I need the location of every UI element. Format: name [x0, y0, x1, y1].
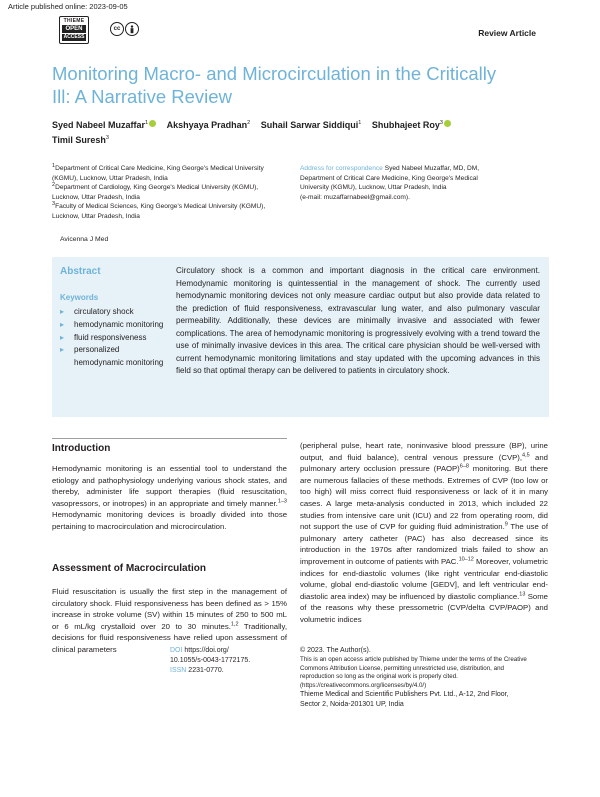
doi-label: DOI [170, 647, 183, 654]
author: Akshyaya Pradhan$^2$ [166, 120, 251, 130]
correspondence-line: University (KGMU), Lucknow, Uttar Pradesh, India [300, 184, 447, 192]
abstract-heading: Abstract [60, 266, 101, 277]
thieme-open-access-logo [59, 16, 89, 44]
author: Syed Nabeel Muzaffar$^1$ [52, 120, 156, 130]
logo-text-open: OPEN [62, 25, 86, 33]
orcid-icon[interactable] [444, 120, 451, 127]
journal-name: Avicenna J Med [60, 236, 109, 243]
keyword-item: ▸ personalized hemodynamic monitoring [60, 344, 170, 370]
correspondence-label: Address for correspondence [300, 165, 383, 172]
doi-value[interactable]: 10.1055/s-0043-1772175. [170, 657, 251, 664]
keyword-item: ▸ fluid responsiveness [60, 332, 170, 345]
keywords-heading: Keywords [60, 293, 99, 302]
affiliation: $^3$Faculty of Medical Sciences, King George's Medical University (KGMU), Lucknow, Uttar Pradesh, India [52, 201, 266, 220]
author: Shubhajeet Roy$^3$ [372, 120, 451, 130]
correspondence-line: Department of Critical Care Medicine, King George's Medical [300, 174, 478, 182]
article-type: Review Article [478, 28, 536, 38]
creative-commons-icon: cc [110, 22, 124, 36]
author: Suhail Sarwar Siddiqui$^1$ [260, 120, 362, 130]
body-paragraph: (peripheral pulse, heart rate, noninvasive blood pressure (BP), urine output, and fluid balance), central venous pressure (CVP),$^{4,5}$ and pulmonary artery occlusion pressure (PAOP)$^{6-8}$ monitoring. But there are numerous fallacies of these methods. Extremes of CVP (too low or too high) will miss correct fluid responsiveness or lack of it in many cases. A large meta-analysis conducted in 2013, which included 22 studies from intensive care unit (ICU) and 22 from operating room, did not support the use of CVP for guiding fluid administration.$^9$ The use of pulmonary artery catheter (PAC) has also decreased since its introduction in the 1970s after randomized trials failed to show an improvement in outcome of patients with PAC.$^{10-12}$ Moreover, volumetric indices for end-diastolic volumes (like right ventricular end-diastolic volume, global end-diastolic volume [GEDV], and left ventricular end-diastolic area index) may be influenced by diastolic compliance.$^{13}$ Some of the reasons why these pressometric (CVP/delta CVP/PAOP) and volumetric indices [300, 441, 548, 624]
issn-label: ISSN [170, 667, 187, 674]
issn-value: 2231-0770. [188, 667, 224, 674]
correspondence [300, 164, 530, 202]
article-title: Monitoring Macro- and Microcirculation in the Critically Ill: A Narrative Review [52, 63, 497, 107]
macro-heading: Assessment of Macrocirculation [52, 563, 206, 574]
correspondence-name: Syed Nabeel Muzaffar, MD, DM, [384, 165, 480, 172]
logo-text-access: ACCESS [63, 34, 85, 40]
abstract-text: Circulatory shock is a common and important diagnosis in the critical care environment. Hemodynamic monitoring is quintessential in the management of shock. The currently used hemodynamic monitoring devices not only measure cardiac output but also provide data related to the prediction of fluid responsiveness, extravascular lung water, and also pulmonary vascular permeability. Additionally, these devices are minimally invasive and associated with fewer complications. The area of hemodynamic monitoring is progressively evolving with a trend toward the use of minimally invasive devices in this area. The critical care physician should be well-versed with current hemodynamic monitoring limitations and stay updated with the upcoming advances in this field so that optimal therapy can be delivered to patients in circulatory shock. [176, 266, 540, 375]
doi-link[interactable]: https://doi.org/ [184, 647, 229, 654]
correspondence-email[interactable]: (e-mail: muzaffarnabeel@gmail.com). [300, 193, 410, 201]
keyword-item: ▸ circulatory shock [60, 306, 170, 319]
intro-paragraph: Hemodynamic monitoring is an essential tool to understand the etiology and pathophysiology underlying various shock states, and thereby, administer life support therapies (fluid resuscitation, vasopressors, or inotropes) in an appropriate and timely manner.$^{1-3}$ Hemodynamic monitoring devices is broadly divided into those pertaining to macrocirculation and microcirculation. [52, 464, 287, 531]
attribution-icon [125, 22, 139, 36]
section-divider [52, 438, 287, 439]
license-block [300, 646, 530, 710]
orcid-icon[interactable] [149, 120, 156, 127]
author: Timil Suresh$^3$ [52, 135, 109, 145]
affiliations [52, 164, 280, 222]
doi-block [170, 646, 280, 676]
keyword-item: ▸ hemodynamic monitoring [60, 319, 170, 332]
affiliation: $^1$Department of Critical Care Medicine, King George's Medical University (KGMU), Lucknow, Uttar Pradesh, India [52, 162, 264, 182]
logo-text-thieme: THIEME [63, 18, 85, 24]
license-text: This is an open access article published by Thieme under the terms of the Creative Commons Attribution License, permitting unrestricted use, distribution, and reproduction so long as the original work is properly cited. (https://creativecommons.org/licenses/by/4.0/) [300, 656, 527, 689]
intro-heading: Introduction [52, 443, 111, 454]
publisher-address: Thieme Medical and Scientific Publishers Pvt. Ltd., A-12, 2nd Floor, Sector 2, Noida-201301 UP, India [300, 691, 509, 708]
author-list [52, 118, 522, 148]
affiliation: $^2$Department of Cardiology, King George's Medical University (KGMU), Lucknow, Uttar Pradesh, India [52, 182, 259, 201]
published-date: Article published online: 2023-09-05 [8, 2, 128, 11]
license-icons [110, 22, 139, 36]
keyword-list [60, 306, 170, 370]
macro-paragraph: Fluid resuscitation is usually the first step in the management of circulatory shock. Fluid responsiveness has been defined as > 15% increase in stroke volume (SV) within 15 minutes of 250 to 500 mL or 6 mL/kg crystalloid over 20 to 30 minutes.$^{1,2}$ Traditionally, decisions for fluid responsiveness have relied upon assessment of clinical parameters [52, 587, 287, 654]
copyright: © 2023. The Author(s). [300, 647, 371, 654]
